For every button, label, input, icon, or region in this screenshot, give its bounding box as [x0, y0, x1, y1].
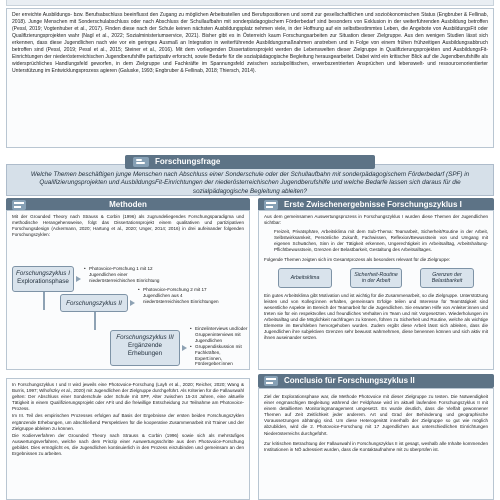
conclusio-title: Conclusio für Forschungszyklus II — [284, 376, 415, 385]
cycle-description-p3: Die Kodierverfahren der Grounded Theory nach Strauss & Corbin (1996) sowie sich als mehrstufiges Auswertungsverfahren, welche nach dem Prinzip einer Auswertungsschritte aus dem Photovoice-Forschung gebildet. Dies ermöglicht es, die Jugendlichen kontinuierlich in den Prozess einzubinden und gemeinsam an den Ergebnissen zu arbeiten. — [12, 432, 244, 457]
results-topics: Freizeit, Privatsphäre, Arbeitsklima mit dem Sub-Thema: Teamarbeit, Sicherheit/Routine in der Arbeit, Selbstwirksamkeit, Persönliche Zukunft, Fachwissen, Reflexion/Bewusstsein von und Umgang mit eigenen Schwächen, Sinn in der Tätigkeit erkennen, Ungerechtigkeit im Arbeitsalltag, Arbeitshaltung-Pflichtbewusstsein, Grenzen der Belastbarkeit, Gestaltung des Arbeitsalltages. — [274, 229, 488, 253]
arrow-right-icon — [130, 300, 135, 306]
cycle-1-notes — [84, 266, 164, 284]
methods-text: Mit der Grounded Theory nach Strauss & Corbin (1996) als zugrundeliegendes Forschungsparadigma und methodische Herangehensweise, folgt das Dissertationsprojekt einem qualitativen und partizipativen Forschungsdesign (Ackermann, 2020; Hartung et al., 2020; Unger, 2014; 2016) in drei aufeinander folgenden Forschungszyklen: — [12, 214, 244, 238]
topic-box-sicherheit-routine: Sicherheit-Routine in der Arbeit — [350, 268, 402, 288]
relevant-topics-row — [264, 266, 488, 290]
results-title: Erste Zwischenergebnisse Forschungszyklus I — [284, 200, 462, 209]
conclusio-p2: Zur kritischen Betrachtung der Fallauswahl in Forschungszyklus II ist gesagt, weshalb alle Inhalte kommenden Institutionen in NÖ adressiert wurden, dass die Kontaktaufnahme mit zu überprüfen ist. — [264, 440, 488, 452]
conclusio-box — [258, 388, 494, 500]
research-question-title: Forschungsfrage — [155, 157, 221, 166]
introduction-text: Der erreichte Ausbildungs- bzw. Berufsabschluss beeinflusst den Zugang zu möglichen Arbeitsstellen und Berufspositionen und somit zur gesellschaftlichen und sozioökonomischen Status (Engbruber & Fellinab, 2018). Junge Menschen mit Sonderschulabschluss oder nach Abschluss der Schullaufbahn mit sonderpädagogischem Förderbedarf sind besonders von Exklusion in der weiterführenden Ausbildung betroffen (Pessl, 2019; Vogtenhuber et al., 2017). Finden diese nach der Schule keinen nächsten Ausbildungsplatz nehmen viele, in der Hoffnung auf ein selbstbestimmtes Leben, die Angebote von AusbildungsFit oder Qualifizierungsprojekten wahr (Nagl et al., 2022; Sozialministeriumservice, 2021). Bisher gibt es in Österreich kaum Forschungsarbeiten zur Situation dieser Zielgruppe. Aus den wenigen Studien lässt sich erkennen, dass diese Jugendlichen nach wie vor ein geringes Ausmaß an Integration in weiterführende Ausbildungsmaßnahmen anstreben und in Folge von einem frühen frühzeitigen Ausbildungsabbruch betroffen sind (Pessl, 2019; Pessl et al., 2015; Steiner et al., 2016). Mit dem vorliegenden Dissertationsprojekt werden die Lebenswelten dieser Zielgruppe in Qualifizierungsprojekten und AusbildungsFit-Einrichtungen der niederösterreichischen Jugendberufshilfe partizipativ erforscht, sowie Bedarfe für die sozialpädagogische Begleitung herausgearbeitet. Dabei wird ein kritischer Blick auf die Jugendberufshilfe als widersprüchliches Handlungsfeld geworfen, in dem Zielgruppe und Fachkräfte im Spannungsfeld zwischen sozialpolitischen, erwerbszentrierten Ansprüchen und lebenswelt- und ressourcenorientierter Unterstützung im Entwicklungsprozess agieren (Galuske, 1993; Engbruber & Fellinab, 2018; Thiersch, 2014). — [12, 12, 488, 75]
cycle-3-subtitle: Ergänzende Erhebungen — [127, 342, 163, 357]
speech-bubble-icon — [133, 157, 149, 167]
results-intro: Aus dem gemeinsamen Auswertungsprozess in Forschungszyklus I wurden diese Themen der Jugendlichen sichtbar: — [264, 214, 488, 226]
results-box — [258, 210, 494, 370]
cycle-1-note: • Photovoice-Forschung 1 mit 12 Jugendlichen einer niederösterreichischen Einrichtung — [84, 266, 164, 284]
cycle-3-note-2: • Gruppendiskussion mit Fachkräften, Expert:innen, Fördergeber:innen — [190, 344, 248, 368]
arrow-right-icon — [182, 345, 187, 351]
cycle-2-notes — [138, 287, 222, 305]
introduction-box — [6, 8, 494, 148]
results-icon — [264, 200, 278, 210]
cycle-3-note-1: • Einzelinterviews und/oder Gruppeninterviews mit Jugendlichen — [190, 326, 248, 344]
cycle-1-title: Forschungszyklus I — [16, 270, 70, 277]
connector-line — [94, 312, 96, 330]
cycle-2-title: Forschungszyklus II — [66, 300, 122, 307]
cycle-2-note: • Photovoice-Forschung 2 mit 17 Jugendlichen aus 4 niederösterreichischen Einrichtungen — [138, 287, 222, 305]
cycle-description-p1: In Forschungszyklus I und II wird jeweils eine Photovoice-Forschung (Layh et al., 2020; Reicher, 2020; Wang & Burris, 1997; Wihofszky et al., 2020) mit Jugendlichen der Zielgruppe durchgeführt. Als Kriterien für die Fallauswahl gelten: Der Abschluss einer Sonderschule oder Schule mit SPF, Alter zwischen 15-24 Jahren, eine aktuelle Tätigkeit in einem Qualifizierungsprojekt oder AFit und die freiwillige Entscheidung zur Teilnahme am Photovoice-Prozess. — [12, 382, 244, 412]
connector-line — [43, 292, 45, 310]
research-question-text: Welche Themen beschäftigen junge Menschen nach Abschluss einer Sonderschule oder der Schullaufbahn mit sonderpädagogischem Förderbedarf (SPF) in Qualifizierungsprojekten und AusbildungsFit-Einrichtungen der niederösterreichischen Jugendberufshilfe und welche Bedarfe lassen sich daraus für die sozialpädagogische Begleitung ableiten? — [30, 171, 470, 195]
cycle-3-title: Forschungszyklus III — [116, 334, 174, 341]
results-text: Ein gutes Arbeitsklima gibt Motivation und ist wichtig für die Zusammenarbeit, so die Zielgruppe. Unterstützung leisten und von Kolleg:innen erhalten, gemeinsam Erfolge teilen und Interesse für Teamtätigkeit sind wesentliche Aspekte im Bereich der Teamarbeit für die Jugendlichen. Sie erwarten Hilfe von Anleiter:innen und treten sie für ein respektvolles und freundliches Verhalten im Team und mit Vorgesetzten. Wiederholungen im Arbeitsalltag und die Möglichkeit nachfragen zu können, führen zu Sicherheit und Routine, welche als wichtige Elemente im Berufsleben hervorgehoben wurden. Zudem ergibt diese Arbeit lässt sich ableiten, dass die Jugendlichen ihre subjektiven Grenzen sehr bewusst wahrnehmen, diese benennen können und sich aktiv mit ihnen auseinander setzen. — [264, 292, 488, 341]
top-banner-strip — [6, 0, 494, 6]
methods-title: Methoden — [109, 200, 147, 209]
topic-box-arbeitsklima: Arbeitsklima — [278, 268, 332, 288]
arrow-right-icon — [76, 276, 81, 282]
topic-box-grenzen: Grenzen der Belastbarkeit — [420, 268, 474, 288]
cycle-3-notes — [190, 326, 248, 367]
cycle-1-subtitle: Explorationsphase — [17, 278, 69, 285]
conclusio-header — [258, 374, 494, 388]
cycle-description-p2: Im III. Teil des empirischen Prozesses erfolgen auf Basis der Ergebnisse der ersten beiden Forschungszyklen ergänzende Erhebungen, um abschließend Perspektiven für die kooperative Zusammenarbeit mit Trainer und der Zielgruppe ableiten zu können. — [12, 413, 244, 431]
cycle-1-box — [12, 266, 74, 292]
research-question-header — [125, 155, 375, 169]
cycle-3-box — [110, 330, 180, 366]
conclusio-icon — [264, 376, 278, 386]
results-lead: Folgende Themen zeigten sich im Gesamtprozess als besonders relevant für die Zielgruppe: — [264, 256, 451, 262]
methods-icon — [12, 200, 26, 210]
conclusio-p1: Ziel der Explorationsphase war, die Methode Photovoice mit dieser Zielgruppe zu testen. Die Notwendigkeit einer engmaschigen Begleitung während der Feldphase wird im aktuell laufenden Forschungszyklus II mit einem detaillierten Monitoringmanagement umgesetzt. Es wurde deutlich, dass die Vielfalt gewonnener Themen auf Zeit Zeitlichkeit jeder anderem. Art und Grad der Behinderung und geographische Voraussetzungen abhängig sind. Um diese Heterogenität innerhalb der Zielgruppe so gut wie möglich abzubilden, wird die 2. Photovoice-Forschung mit 17 Jugendlichen aus unterschiedlichen Einrichtungen Niederösterreichs durchgeführt. — [264, 394, 488, 436]
cycle-2-box — [60, 294, 128, 312]
cycle-description-box — [6, 378, 250, 500]
